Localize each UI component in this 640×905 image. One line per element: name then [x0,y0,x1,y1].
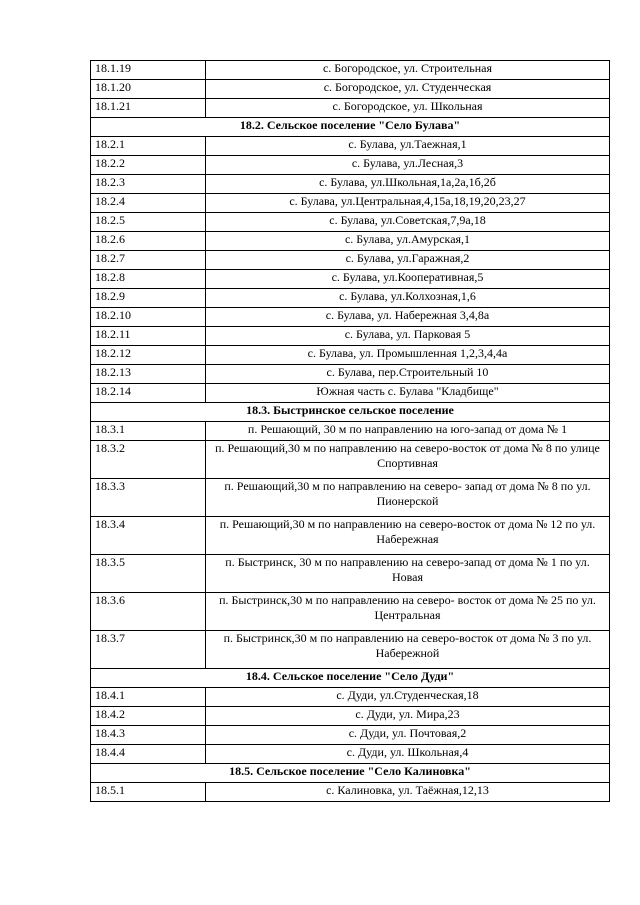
item-number: 18.2.4 [91,194,206,213]
item-location: с. Булава, ул. Промышленная 1,2,3,4,4а [206,346,610,365]
table-row [91,479,610,517]
item-location: с. Булава, ул. Парковая 5 [206,327,610,346]
item-location: п. Быстринск, 30 м по направлению на северо-запад от дома № 1 по ул. Новая [206,555,610,593]
table-row [91,745,610,764]
item-number: 18.2.14 [91,384,206,403]
item-location: с. Булава, ул.Колхозная,1,6 [206,289,610,308]
item-number: 18.3.2 [91,441,206,479]
item-number: 18.2.3 [91,175,206,194]
document-table [90,60,610,802]
item-number: 18.2.1 [91,137,206,156]
item-location: с. Булава, ул.Амурская,1 [206,232,610,251]
item-location: с. Дуди, ул. Почтовая,2 [206,726,610,745]
item-number: 18.5.1 [91,783,206,802]
item-number: 18.1.20 [91,80,206,99]
item-location: с. Булава, ул.Лесная,3 [206,156,610,175]
section-header-row [91,669,610,688]
table-row [91,688,610,707]
item-location: п. Решающий,30 м по направлению на северо-восток от дома № 12 по ул. Набережная [206,517,610,555]
table-row [91,365,610,384]
table-row [91,61,610,80]
item-location: п. Решающий,30 м по направлению на северо-восток от дома № 8 по улице Спортивная [206,441,610,479]
item-number: 18.2.13 [91,365,206,384]
table-row [91,555,610,593]
item-number: 18.3.5 [91,555,206,593]
table-row [91,137,610,156]
table-row [91,232,610,251]
item-location: с. Дуди, ул.Студенческая,18 [206,688,610,707]
table-row [91,783,610,802]
item-location: с. Булава, пер.Строительный 10 [206,365,610,384]
item-location: с. Булава, ул.Центральная,4,15а,18,19,20,23,27 [206,194,610,213]
item-number: 18.2.5 [91,213,206,232]
item-location: с. Калиновка, ул. Таёжная,12,13 [206,783,610,802]
table-body [91,61,610,802]
item-location: с. Булава, ул.Советская,7,9а,18 [206,213,610,232]
item-number: 18.2.6 [91,232,206,251]
section-title: 18.2. Сельское поселение "Село Булава" [91,118,610,137]
table-row [91,99,610,118]
table-row [91,175,610,194]
item-number: 18.1.19 [91,61,206,80]
table-row [91,384,610,403]
item-number: 18.2.2 [91,156,206,175]
section-title: 18.4. Сельское поселение "Село Дуди" [91,669,610,688]
item-location: с. Богородское, ул. Строительная [206,61,610,80]
item-number: 18.3.1 [91,422,206,441]
table-row [91,156,610,175]
section-title: 18.5. Сельское поселение "Село Калиновка" [91,764,610,783]
section-header-row [91,764,610,783]
table-row [91,726,610,745]
item-location: с. Булава, ул.Таежная,1 [206,137,610,156]
table-row [91,593,610,631]
table-row [91,289,610,308]
table-row [91,422,610,441]
item-location: с. Богородское, ул. Школьная [206,99,610,118]
item-number: 18.3.4 [91,517,206,555]
item-number: 18.2.11 [91,327,206,346]
item-number: 18.3.3 [91,479,206,517]
section-header-row [91,403,610,422]
table-row [91,707,610,726]
item-location: с. Дуди, ул. Мира,23 [206,707,610,726]
item-location: с. Дуди, ул. Школьная,4 [206,745,610,764]
item-location: п. Решающий, 30 м по направлению на юго-запад от дома № 1 [206,422,610,441]
section-header-row [91,118,610,137]
table-row [91,327,610,346]
table-row [91,517,610,555]
item-number: 18.1.21 [91,99,206,118]
item-location: п. Быстринск,30 м по направлению на северо- восток от дома № 25 по ул. Центральная [206,593,610,631]
table-row [91,213,610,232]
table-row [91,194,610,213]
item-number: 18.4.1 [91,688,206,707]
table-row [91,251,610,270]
item-location: с. Булава, ул.Школьная,1а,2а,1б,2б [206,175,610,194]
item-number: 18.2.7 [91,251,206,270]
table-row [91,441,610,479]
item-number: 18.2.8 [91,270,206,289]
item-number: 18.2.9 [91,289,206,308]
item-location: с. Булава, ул.Кооперативная,5 [206,270,610,289]
item-location: с. Булава, ул.Гаражная,2 [206,251,610,270]
item-number: 18.4.3 [91,726,206,745]
item-number: 18.2.10 [91,308,206,327]
item-location: Южная часть с. Булава "Кладбище" [206,384,610,403]
table-row [91,346,610,365]
table-row [91,308,610,327]
item-location: с. Булава, ул. Набережная 3,4,8а [206,308,610,327]
table-row [91,631,610,669]
item-location: с. Богородское, ул. Студенческая [206,80,610,99]
section-title: 18.3. Быстринское сельское поселение [91,403,610,422]
item-location: п. Быстринск,30 м по направлению на северо-восток от дома № 3 по ул. Набережной [206,631,610,669]
item-number: 18.4.2 [91,707,206,726]
item-number: 18.4.4 [91,745,206,764]
item-number: 18.3.7 [91,631,206,669]
item-number: 18.2.12 [91,346,206,365]
item-location: п. Решающий,30 м по направлению на северо- запад от дома № 8 по ул. Пионерской [206,479,610,517]
item-number: 18.3.6 [91,593,206,631]
table-row [91,80,610,99]
table-row [91,270,610,289]
